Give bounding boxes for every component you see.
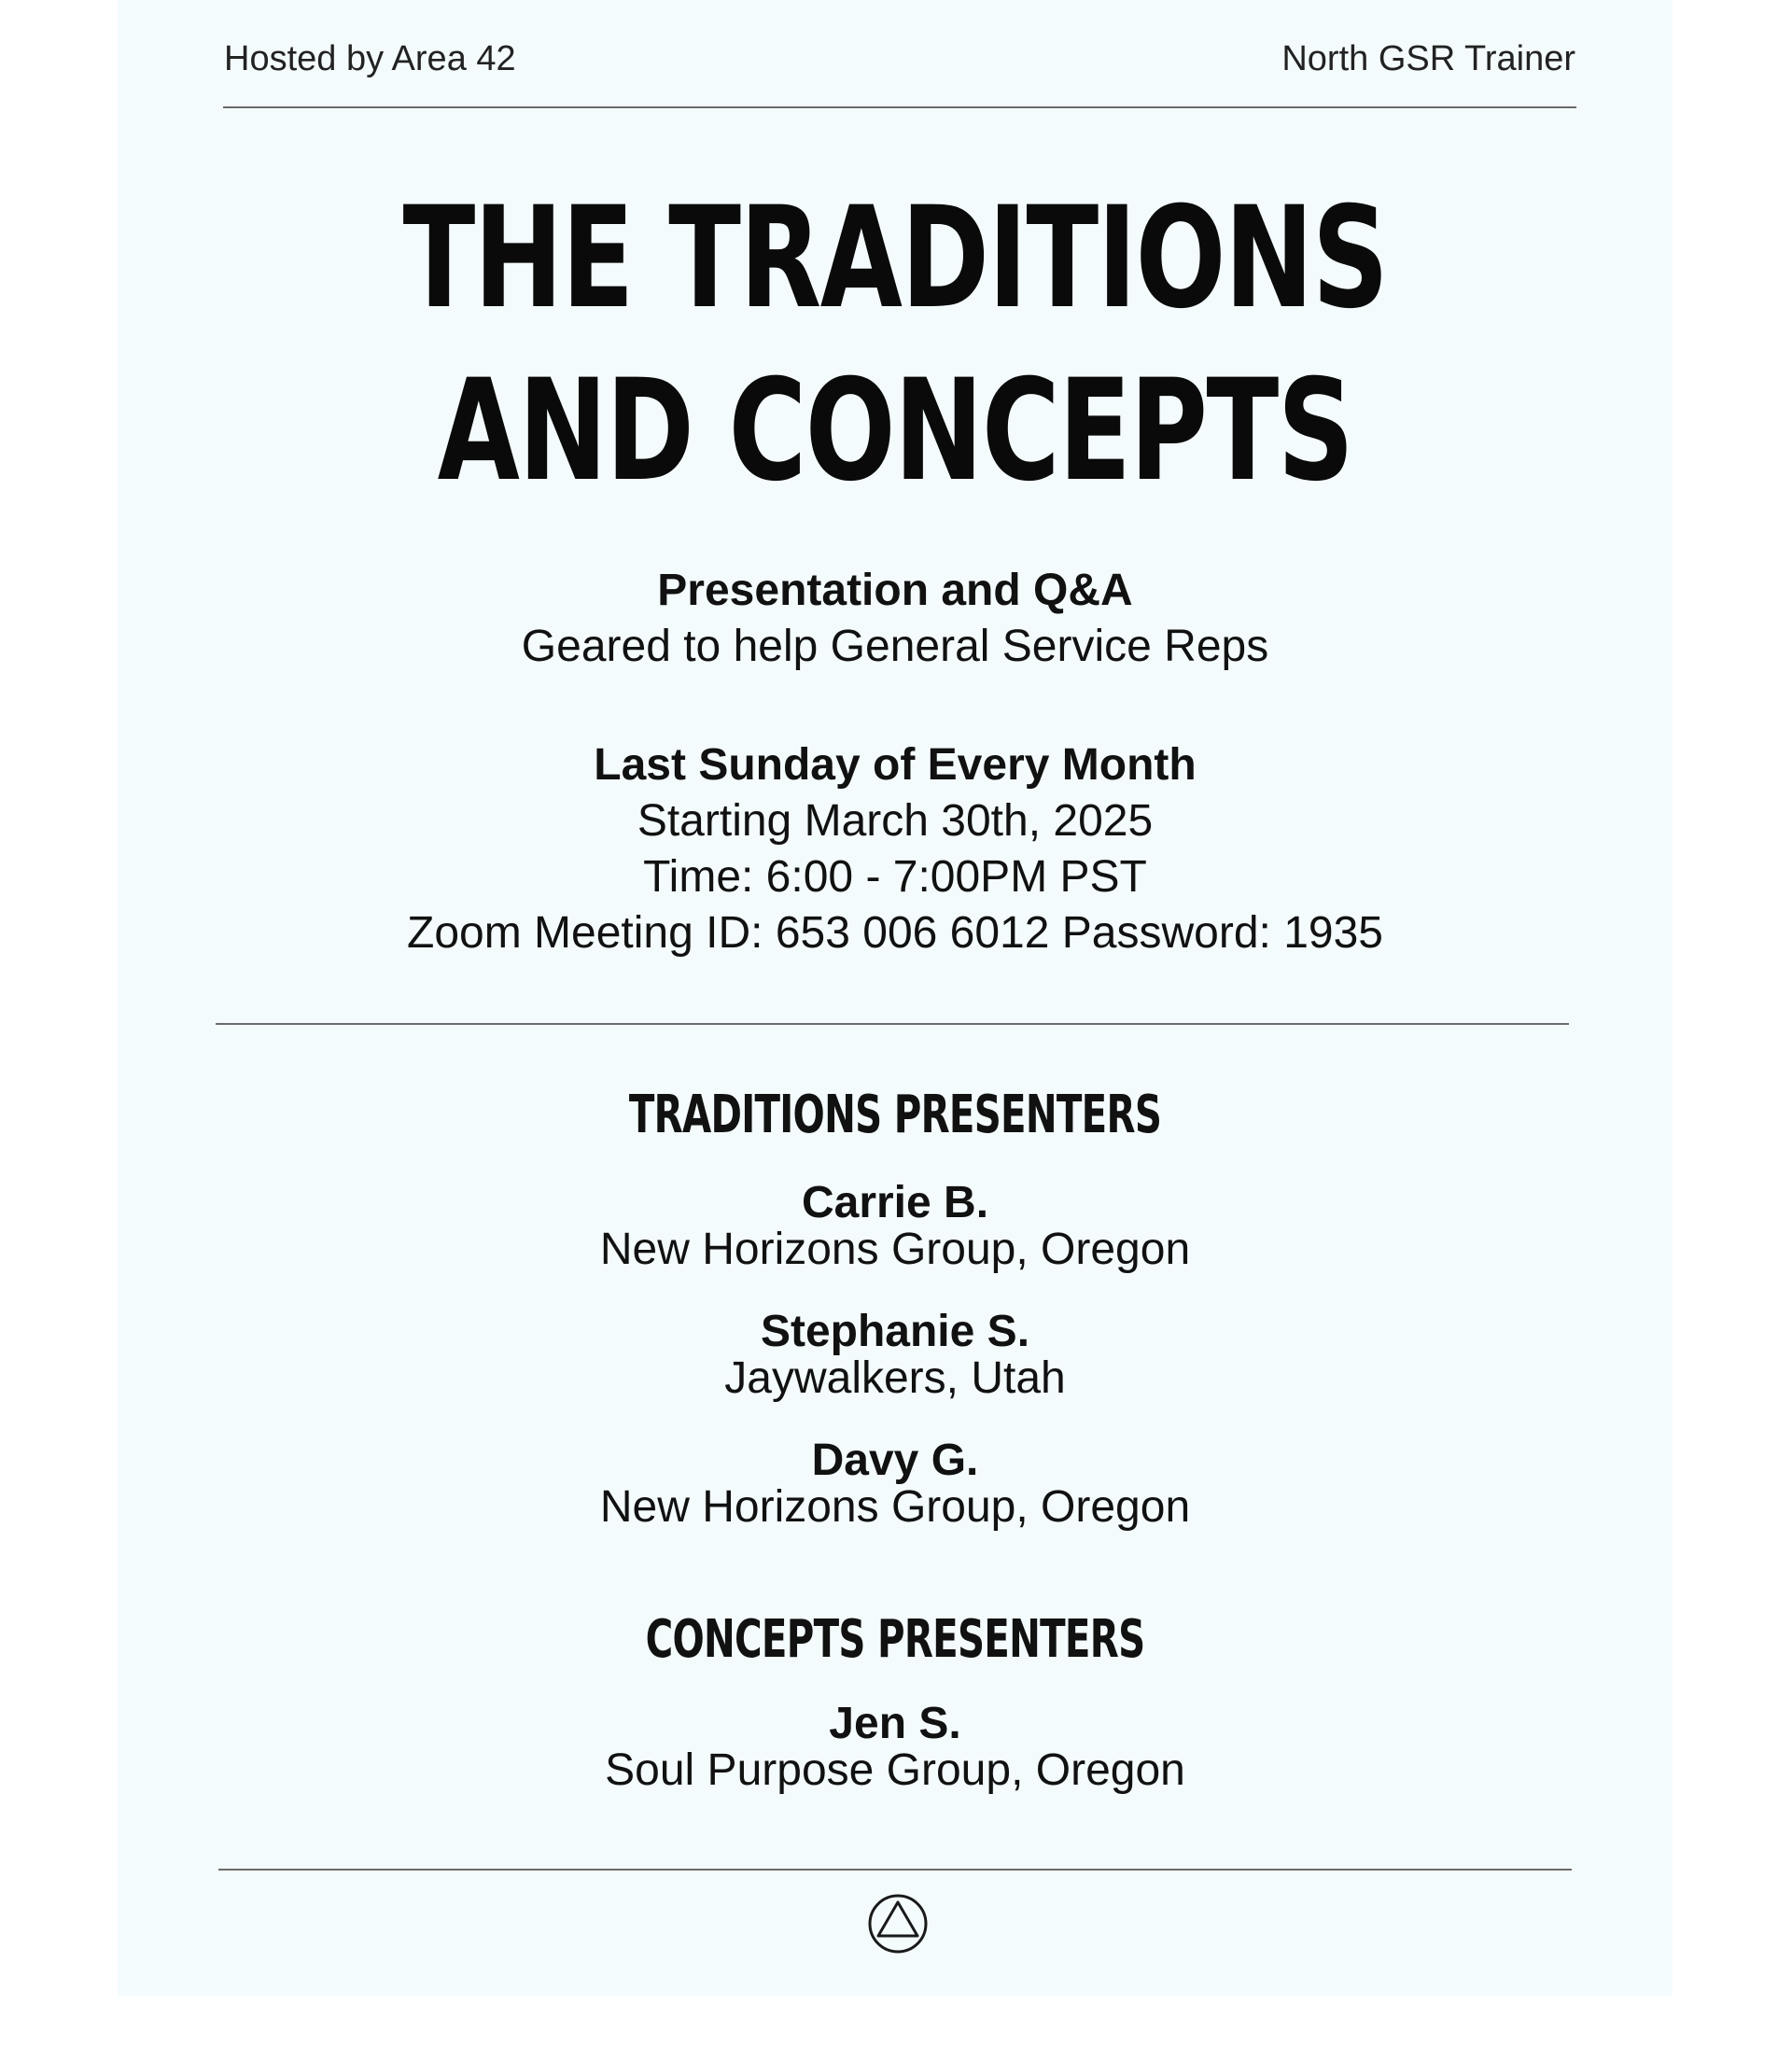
zoom-details: Zoom Meeting ID: 653 006 6012 Password: 1935: [407, 908, 1383, 958]
traditions-heading: TRADITIONS PRESENTERS: [628, 1085, 1162, 1145]
header-row: [224, 39, 1575, 86]
presenter-group: Jaywalkers, Utah: [724, 1353, 1066, 1403]
presenter-name: Carrie B.: [801, 1178, 989, 1227]
title-line-2: AND CONCEPTS: [437, 350, 1353, 512]
title-line-1: THE TRADITIONS: [402, 177, 1388, 340]
bottom-divider: [218, 1869, 1572, 1871]
middle-divider: [216, 1023, 1569, 1025]
intro-heading: Presentation and Q&A: [657, 566, 1133, 615]
intro-subtitle: Geared to help General Service Reps: [521, 622, 1269, 671]
flyer: [118, 0, 1673, 1996]
top-divider: [223, 106, 1576, 108]
schedule-heading: Last Sunday of Every Month: [594, 740, 1197, 790]
presenter-name: Jen S.: [829, 1699, 961, 1748]
presenter-group: New Horizons Group, Oregon: [599, 1482, 1191, 1532]
presenter-group: New Horizons Group, Oregon: [599, 1225, 1191, 1274]
presenter-name: Davy G.: [811, 1436, 979, 1485]
schedule-start: Starting March 30th, 2025: [637, 796, 1154, 846]
schedule-time: Time: 6:00 - 7:00PM PST: [643, 852, 1147, 902]
host-label: Hosted by Area 42: [224, 39, 516, 78]
role-label: North GSR Trainer: [1281, 39, 1575, 78]
presenter-group: Soul Purpose Group, Oregon: [605, 1745, 1185, 1795]
presenter-name: Stephanie S.: [760, 1307, 1030, 1356]
circle-triangle-icon: [867, 1893, 929, 1955]
concepts-heading: CONCEPTS PRESENTERS: [645, 1609, 1145, 1670]
